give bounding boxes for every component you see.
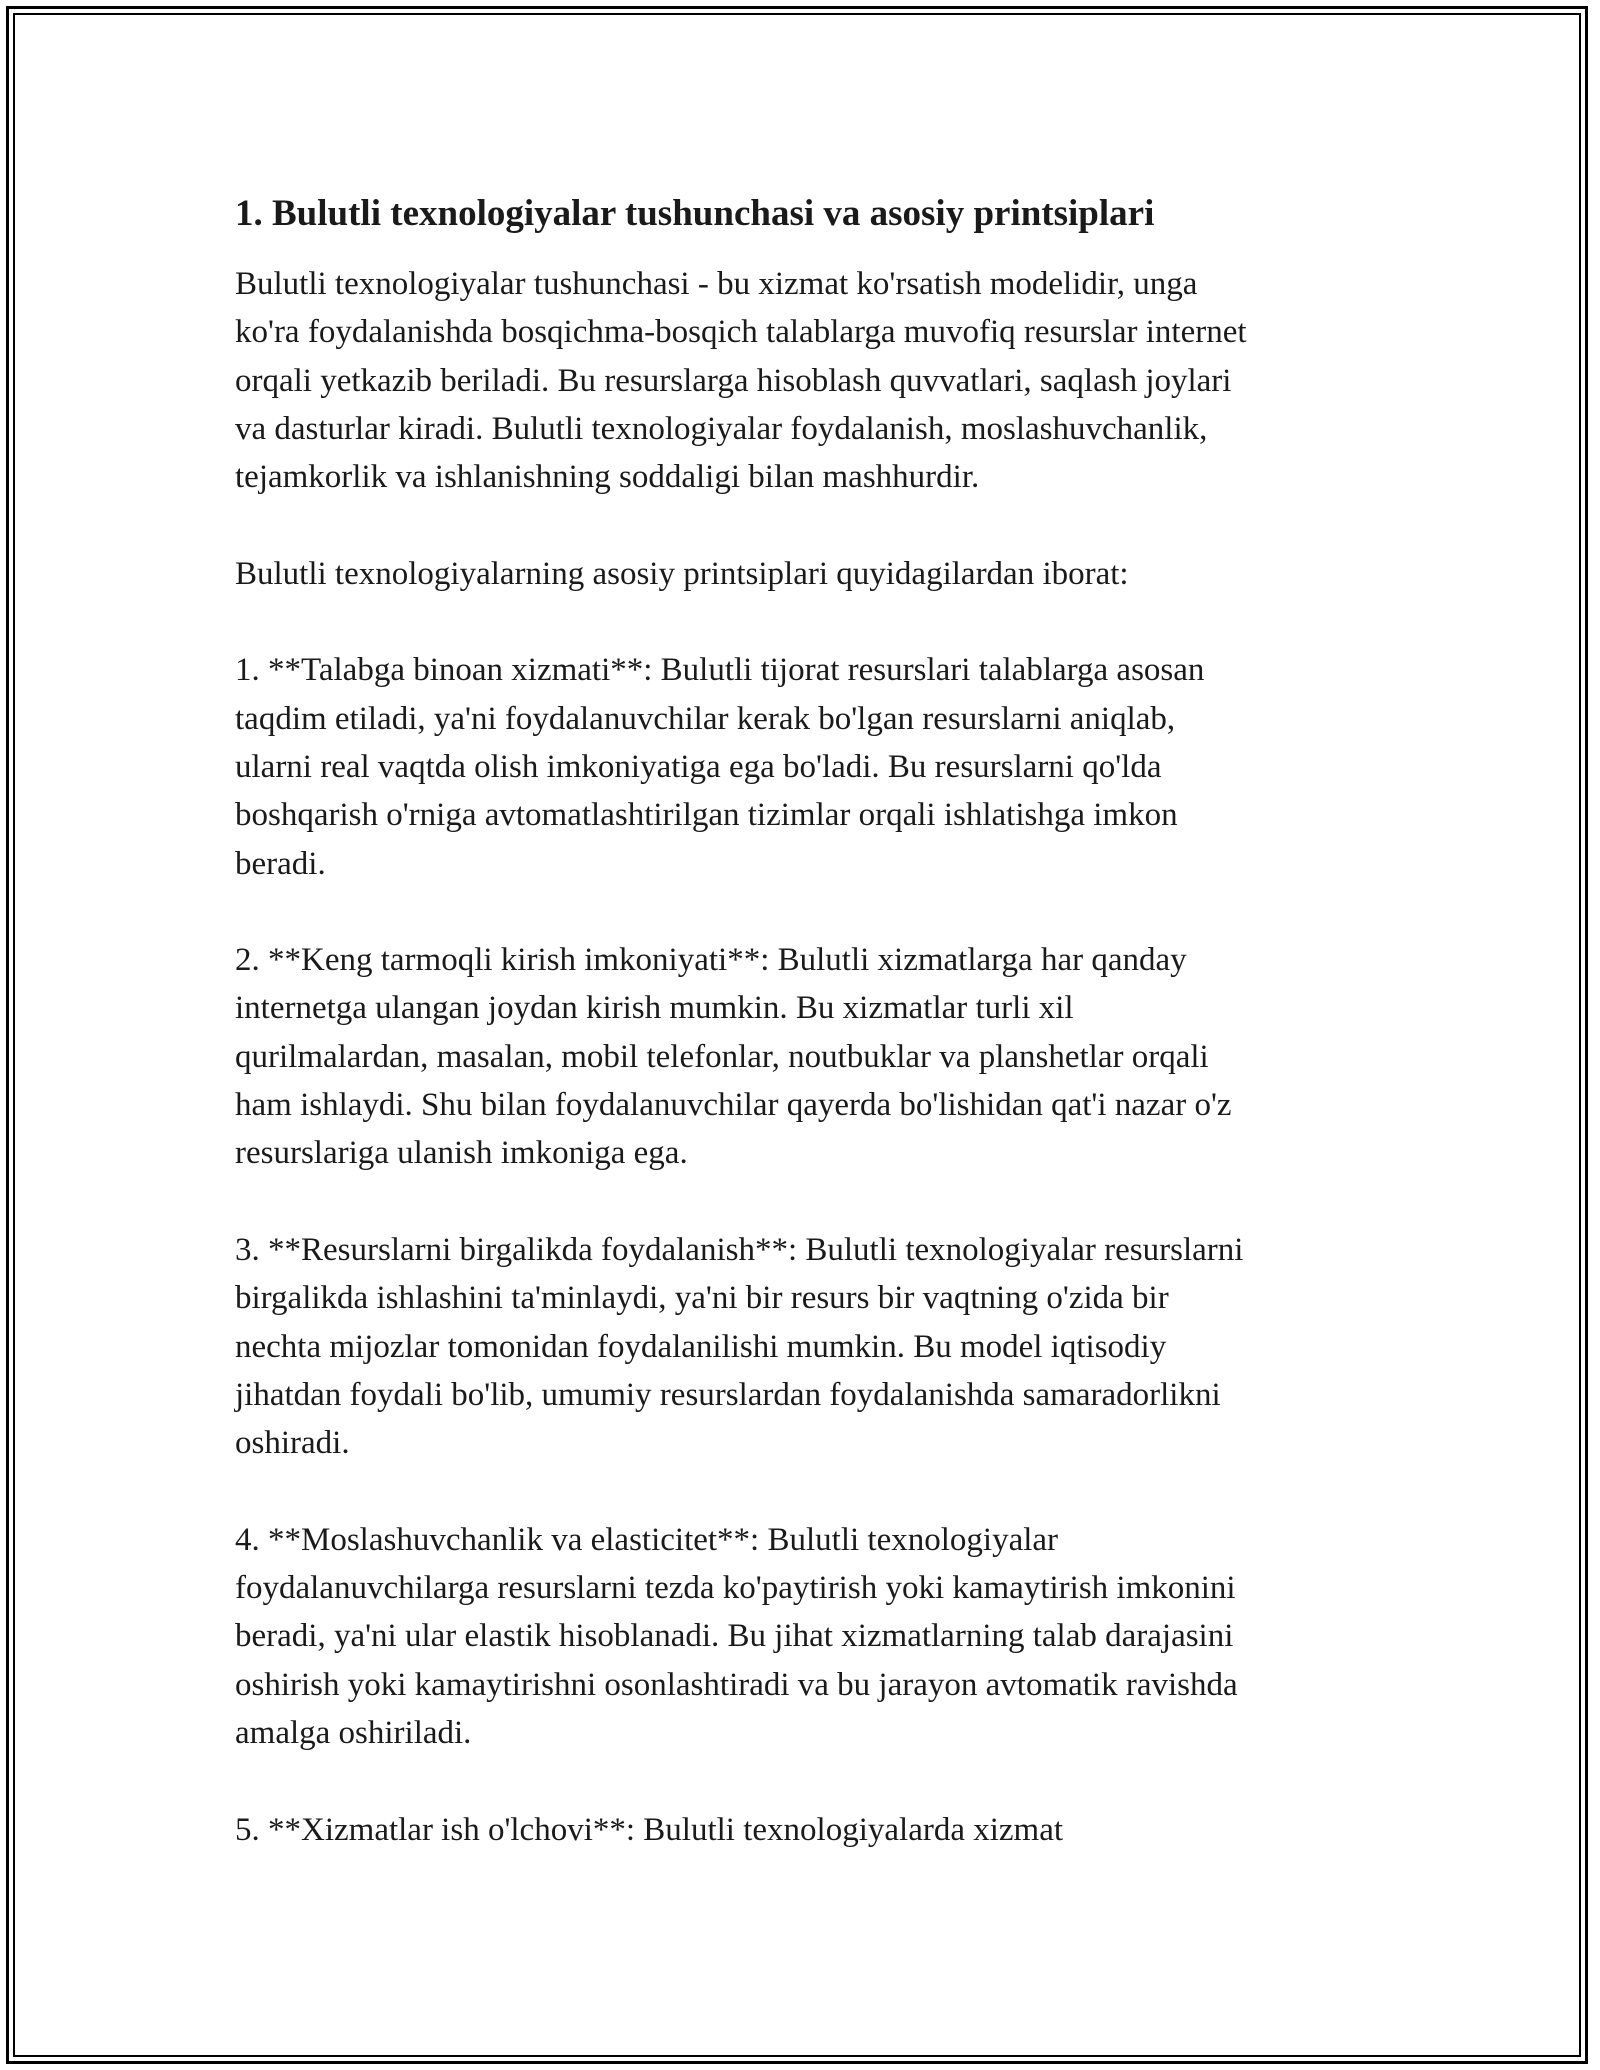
text-line: Bulutli texnologiyalarning asosiy printsiplari quyidagilardan iborat: bbox=[235, 555, 1129, 592]
text-line: oshiradi. bbox=[235, 1425, 350, 1462]
text-line: Bulutli texnologiyalar tushunchasi - bu xizmat ko'rsatish modelidir, unga bbox=[235, 266, 1198, 302]
text-line: beradi, ya'ni ular elastik hisoblanadi. Bu jihat xizmatlarning talab darajasini bbox=[235, 1618, 1234, 1655]
document-body bbox=[235, 188, 1375, 1902]
text-line: oshirish yoki kamaytirishni osonlashtiradi va bu jarayon avtomatik ravishda bbox=[235, 1666, 1238, 1703]
paragraph bbox=[235, 646, 1375, 887]
text-line: nechta mijozlar tomonidan foydalanilishi mumkin. Bu model iqtisodiy bbox=[235, 1328, 1167, 1365]
paragraph bbox=[235, 1226, 1375, 1467]
section-heading: 1. Bulutli texnologiyalar tushunchasi va asosiy printsiplari bbox=[235, 193, 1155, 234]
paragraph bbox=[235, 1516, 1375, 1757]
paragraph bbox=[235, 1806, 1375, 1854]
text-line: ham ishlaydi. Shu bilan foydalanuvchilar qayerda bo'lishidan qat'i nazar o'z bbox=[235, 1087, 1232, 1124]
text-line: internetga ulangan joydan kirish mumkin. Bu xizmatlar turli xil bbox=[235, 990, 1074, 1027]
text-line: birgalikda ishlashini ta'minlaydi, ya'ni bir resurs bir vaqtning o'zida bir bbox=[235, 1280, 1169, 1317]
text-line: tejamkorlik va ishlanishning soddaligi bilan mashhurdir. bbox=[235, 459, 980, 496]
text-line: foydalanuvchilarga resurslarni tezda ko'paytirish yoki kamaytirish imkonini bbox=[235, 1570, 1236, 1607]
text-line: va dasturlar kiradi. Bulutli texnologiyalar foydalanish, moslashuvchanlik, bbox=[235, 410, 1208, 447]
paragraph bbox=[235, 936, 1375, 1177]
text-line: taqdim etiladi, ya'ni foydalanuvchilar kerak bo'lgan resurslarni aniqlab, bbox=[235, 700, 1176, 737]
paragraph bbox=[235, 550, 1375, 598]
paragraph bbox=[235, 260, 1375, 501]
text-line: ularni real vaqtda olish imkoniyatiga ega bo'ladi. Bu resurslarni qo'lda bbox=[235, 748, 1162, 785]
text-line: resurslariga ulanish imkoniga ega. bbox=[235, 1135, 688, 1172]
text-line: orqali yetkazib beriladi. Bu resurslarga hisoblash quvvatlari, saqlash joylari bbox=[235, 362, 1232, 399]
text-line: qurilmalardan, masalan, mobil telefonlar, noutbuklar va planshetlar orqali bbox=[235, 1038, 1209, 1075]
text-line: jihatdan foydali bo'lib, umumiy resurslardan foydalanishda samaradorlikni bbox=[235, 1376, 1221, 1413]
text-line: 5. **Xizmatlar ish o'lchovi**: Bulutli texnologiyalarda xizmat bbox=[235, 1811, 1064, 1848]
text-line: 2. **Keng tarmoqli kirish imkoniyati**: Bulutli xizmatlarga har qanday bbox=[235, 942, 1187, 979]
text-line: ko'ra foydalanishda bosqichma-bosqich talablarga muvofiq resurslar internet bbox=[235, 314, 1247, 351]
text-line: 1. **Talabga binoan xizmati**: Bulutli tijorat resurslari talablarga asosan bbox=[235, 652, 1205, 689]
text-line: 3. **Resurslarni birgalikda foydalanish**: Bulutli texnologiyalar resurslarni bbox=[235, 1231, 1244, 1268]
text-line: 4. **Moslashuvchanlik va elasticitet**: Bulutli texnologiyalar bbox=[235, 1521, 1059, 1558]
text-line: beradi. bbox=[235, 845, 326, 882]
text-line: amalga oshiriladi. bbox=[235, 1714, 472, 1751]
paragraph-list bbox=[235, 260, 1375, 1854]
text-line: boshqarish o'rniga avtomatlashtirilgan tizimlar orqali ishlatishga imkon bbox=[235, 797, 1178, 834]
